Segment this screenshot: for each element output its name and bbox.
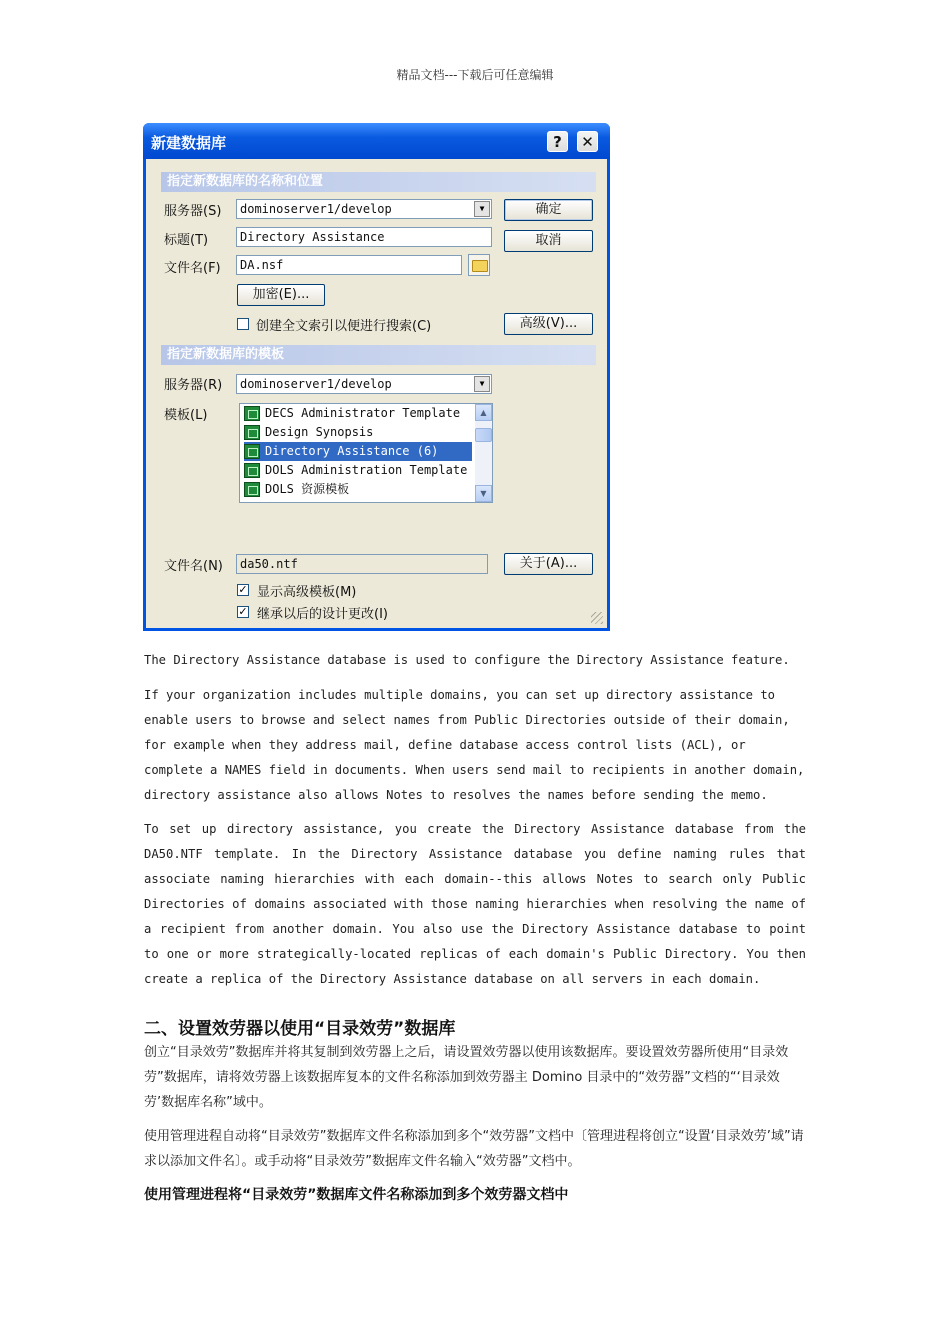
template-scrollbar[interactable] (475, 404, 492, 502)
subheading: 使用管理进程将“目录效劳”数据库文件名称添加到多个效劳器文档中 (144, 1187, 569, 1203)
template-icon (244, 444, 260, 459)
show-advanced-checkbox[interactable]: ✓ (238, 583, 248, 596)
dialog-titlebar[interactable] (143, 123, 610, 159)
inherit-design-checkbox[interactable]: ✓ (238, 605, 248, 618)
template-filename-field: da50.ntf (236, 554, 488, 574)
scroll-down-icon[interactable]: ▼ (475, 485, 492, 502)
filename-input[interactable]: DA.nsf (236, 255, 462, 275)
template-label: 模板(L) (164, 408, 208, 423)
template-icon (244, 463, 260, 478)
server-label: 服务器(S) (164, 204, 222, 219)
advanced-button[interactable]: 高级(V)... (504, 313, 593, 335)
template-icon (244, 406, 260, 421)
dialog-client (146, 159, 607, 628)
browse-folder-button[interactable] (468, 254, 490, 276)
new-database-dialog (143, 123, 610, 631)
section-heading: 二、设置效劳器以使用“目录效劳”数据库 (144, 1019, 456, 1039)
ok-button[interactable]: 确定 (504, 199, 593, 221)
list-item[interactable]: DECS Administrator Template (244, 404, 472, 423)
template-icon (244, 425, 260, 440)
chevron-down-icon[interactable]: ▼ (474, 376, 490, 392)
encrypt-button[interactable]: 加密(E)... (237, 284, 325, 306)
chevron-down-icon[interactable]: ▼ (474, 201, 490, 217)
dialog-title: 新建数据库 (151, 134, 227, 152)
template-server-value: dominoserver1/develop (240, 377, 392, 391)
resize-grip-icon[interactable] (591, 612, 603, 624)
paragraph-admin-process: 使用管理进程自动将“目录效劳”数据库文件名称添加到多个“效劳器”文档中〔管理进程将创立“设置‘目录效劳’域”请求以添加文件名〕。或手动将“目录效劳”数据库文件名输入“效劳器”文档中。 (144, 1129, 804, 1169)
template-server-dropdown[interactable] (236, 374, 492, 394)
server-value: dominoserver1/develop (240, 202, 392, 216)
show-advanced-label[interactable]: 显示高级模板(M) (257, 585, 357, 600)
cancel-button[interactable]: 取消 (504, 230, 593, 252)
about-button[interactable]: 关于(A)... (504, 553, 593, 575)
template-icon (244, 482, 260, 497)
title-input[interactable]: Directory Assistance (236, 227, 492, 247)
server-dropdown[interactable] (236, 199, 492, 219)
title-label: 标题(T) (164, 233, 209, 248)
scroll-up-icon[interactable]: ▲ (475, 404, 492, 421)
paragraph-setup: To set up directory assistance, you create the Directory Assistance database from the DA50.NTF template. In the Directory Assistance database you define naming rules that associate naming hierarchies with each domain--this allows Notes to search only Public Directories of domains associated with those naming hierarchies when resolving the name of a recipient from another domain. You also use the Directory Assistance database to point to one or more strategically-located replicas of each domain's Public Directory. You then create a replica of the Directory Assistance database on all servers in each domain. (144, 822, 806, 986)
fulltext-checkbox[interactable] (237, 318, 249, 330)
inherit-design-label[interactable]: 继承以后的设计更改(I) (257, 607, 388, 622)
section-name-location: 指定新数据库的名称和位置 (161, 172, 596, 192)
paragraph-domains: If your organization includes multiple domains, you can set up directory assistance to enable users to browse and select names from Public Directories outside of their domain, for example when they address mail, define database access control lists (ACL), or complete a NAMES field in documents. When users send mail to recipients in another domain, directory assistance also allows Notes to resolves the names before sending the memo. (144, 688, 805, 802)
section-template: 指定新数据库的模板 (161, 345, 596, 365)
filename-label: 文件名(F) (164, 261, 221, 276)
template-listbox[interactable] (239, 403, 493, 503)
folder-icon (472, 260, 488, 272)
close-button[interactable]: ✕ (577, 131, 598, 152)
list-item[interactable]: Design Synopsis (244, 423, 472, 442)
template-server-label: 服务器(R) (164, 378, 223, 393)
paragraph-server-setup: 创立“目录效劳”数据库并将其复制到效劳器上之后，请设置效劳器以使用该数据库。要设置效劳器所使用“目录效劳”数据库，请将效劳器上该数据库复本的文件名称添加到效劳器主 Domino 目录中的“效劳器”文档的“‘目录效劳’数据库名称”域中。 (144, 1045, 789, 1110)
fulltext-label[interactable]: 创建全文索引以便进行搜索(C) (256, 319, 432, 334)
template-filename-label: 文件名(N) (164, 559, 223, 574)
help-button[interactable]: ? (547, 131, 568, 152)
paragraph-intro: The Directory Assistance database is used to configure the Directory Assistance feature. (144, 653, 790, 667)
list-item[interactable]: DOLS 资源模板 (244, 480, 472, 499)
list-item[interactable]: DOLS Administration Template (244, 461, 472, 480)
list-item-selected[interactable]: Directory Assistance (6) (244, 442, 472, 461)
scroll-thumb[interactable] (475, 428, 492, 442)
page-header: 精品文档---下载后可任意编辑 (396, 68, 554, 82)
